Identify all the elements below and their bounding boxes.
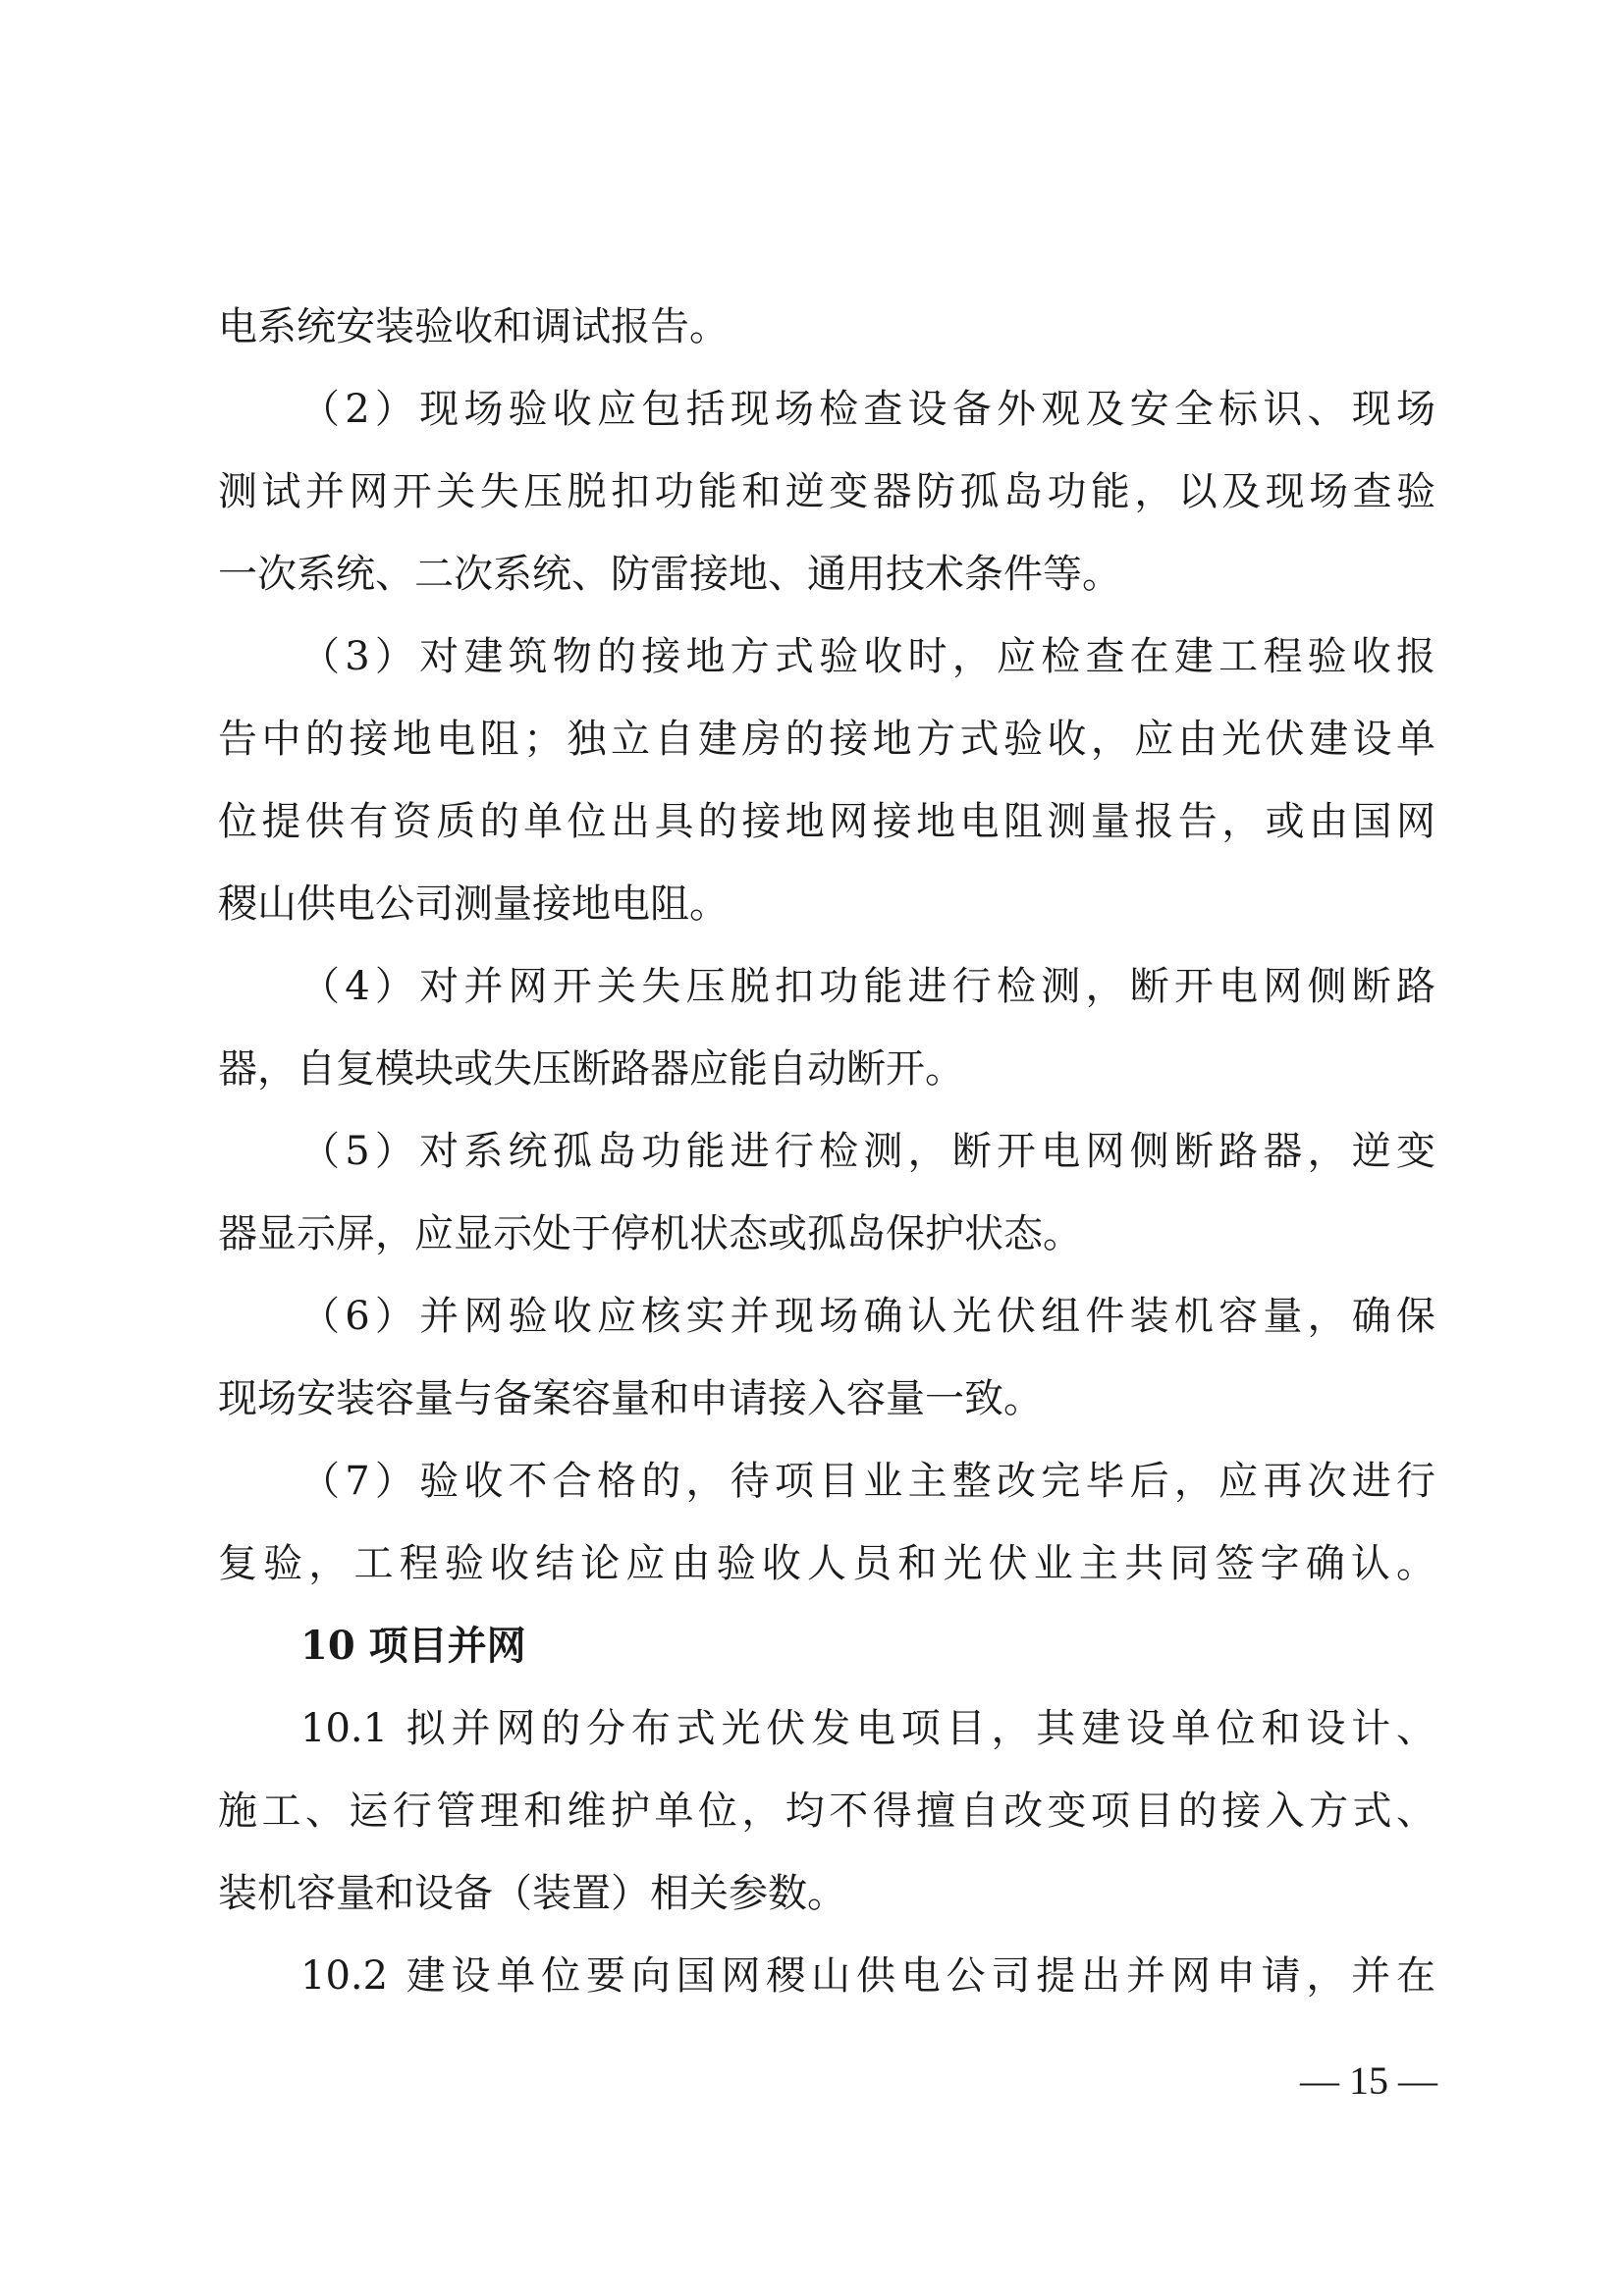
text-line: （3）对建筑物的接地方式验收时，应检查在建工程验收报 bbox=[300, 634, 1435, 679]
text-line: 电系统安装验收和调试报告。 bbox=[218, 304, 729, 349]
text-line: 现场安装容量与备案容量和申请接入容量一致。 bbox=[218, 1376, 1043, 1421]
text-line: 告中的接地电阻；独立自建房的接地方式验收，应由光伏建设单 bbox=[218, 717, 1435, 762]
text-line: 一次系统、二次系统、防雷接地、通用技术条件等。 bbox=[218, 552, 1121, 597]
text-line: 10.2 建设单位要向国网稷山供电公司提出并网申请，并在 bbox=[300, 1953, 1435, 1999]
text-line: （7）验收不合格的，待项目业主整改完毕后，应再次进行 bbox=[300, 1459, 1435, 1504]
text-line: （4）对并网开关失压脱扣功能进行检测，断开电网侧断路 bbox=[300, 964, 1435, 1009]
text-line: 测试并网开关失压脱扣功能和逆变器防孤岛功能，以及现场查验 bbox=[218, 469, 1435, 514]
text-line: （2）现场验收应包括现场检查设备外观及安全标识、现场 bbox=[300, 387, 1435, 432]
text-line: 装机容量和设备（装置）相关参数。 bbox=[218, 1871, 846, 1916]
section-heading: 10 项目并网 bbox=[300, 1623, 526, 1669]
text-line: 器显示屏，应显示处于停机状态或孤岛保护状态。 bbox=[218, 1211, 1082, 1256]
text-line: （5）对系统孤岛功能进行检测，断开电网侧断路器，逆变 bbox=[300, 1129, 1435, 1174]
page-number: — 15 — bbox=[1300, 2058, 1437, 2103]
text-line: 施工、运行管理和维护单位，均不得擅自改变项目的接入方式、 bbox=[218, 1789, 1435, 1834]
text-line: 位提供有资质的单位出具的接地网接地电阻测量报告，或由国网 bbox=[218, 799, 1435, 844]
text-line: （6）并网验收应核实并现场确认光伏组件装机容量，确保 bbox=[300, 1294, 1435, 1339]
text-line: 10.1 拟并网的分布式光伏发电项目，其建设单位和设计、 bbox=[300, 1706, 1435, 1751]
text-line: 稷山供电公司测量接地电阻。 bbox=[218, 881, 729, 927]
text-line: 器，自复模块或失压断路器应能自动断开。 bbox=[218, 1046, 964, 1092]
text-line: 复验，工程验收结论应由验收人员和光伏业主共同签字确认。 bbox=[218, 1541, 1435, 1586]
